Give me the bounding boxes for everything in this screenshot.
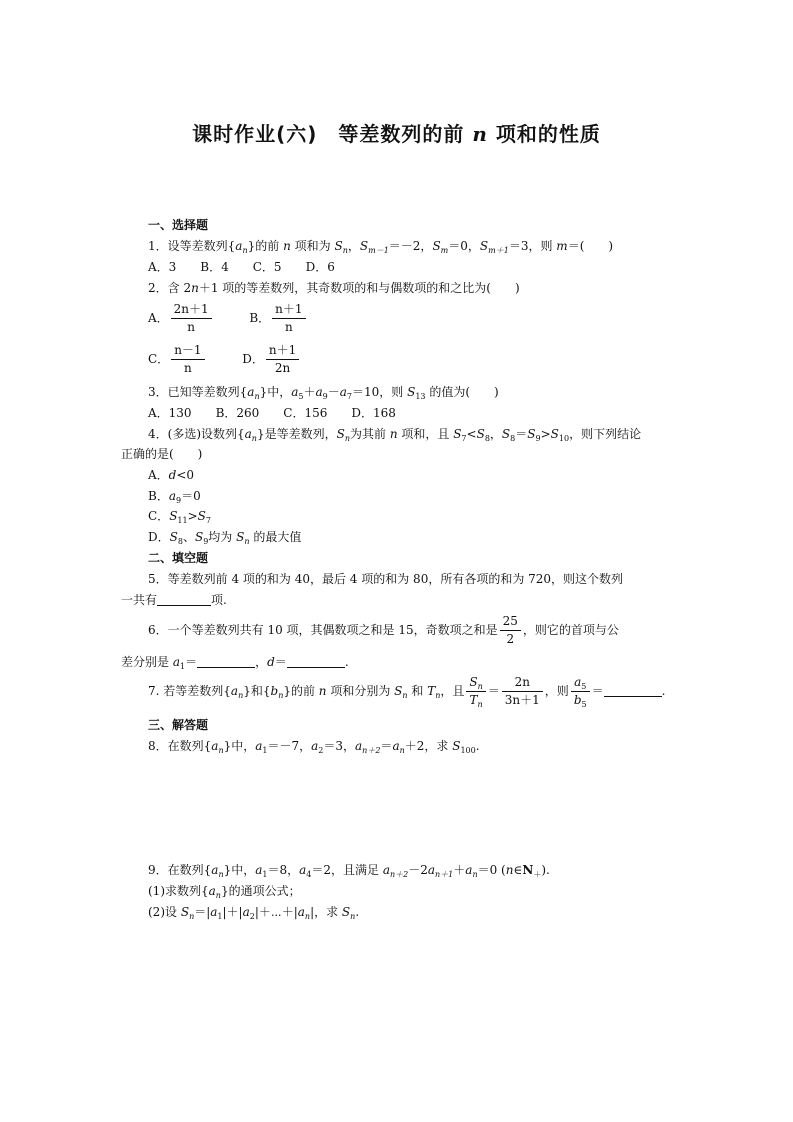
question-3-options: A．130 B．260 C．156 D．168: [148, 406, 396, 420]
question-3: 3．已知等差数列$\{a_n\}$中，$a_5+a_9-a_7=10$，则 $S_{13}$ 的值为( ): [148, 385, 499, 401]
page-title: 课时作业(六) 等差数列的前 n 项和的性质: [192, 122, 601, 146]
option-d: D． $\frac{n+1}{2n}$: [242, 341, 301, 377]
section-heading-choice: 一、选择题: [148, 218, 209, 232]
option-a: A． $\frac{2n+1}{n}$: [148, 300, 214, 336]
question-4-option-a: A．d<0: [148, 468, 195, 482]
question-4-line2: 正确的是( ): [121, 447, 203, 461]
question-1-options: A．3 B．4 C．5 D．6: [148, 260, 335, 274]
answer-blank[interactable]: [157, 593, 211, 606]
question-1: 1．设等差数列$\{a_n\}$的前 n 项和为 $S_n$，$S_{m-1}=-2$，$S_m=0$，$S_{m+1}=3$，则 m＝( ): [148, 239, 614, 255]
answer-blank[interactable]: [604, 684, 662, 697]
question-4: 4．(多选)设数列$\{a_n\}$是等差数列，$S_n$为其前 n 项和，且 $S_7<S_8$，$S_8=S_9>S_{10}$，则下列结论: [148, 427, 642, 443]
answer-blank[interactable]: [197, 655, 255, 668]
answer-blank[interactable]: [287, 655, 345, 668]
question-2: 2．含 2n＋1 项的等差数列，其奇数项的和与偶数项的和之比为( ): [148, 281, 520, 295]
question-4-option-c: C．$S_{11}>S_7$: [148, 509, 211, 525]
section-heading-answer: 三、解答题: [148, 718, 209, 732]
question-9-part-2: (2)设 $S_n=|a_1|+|a_2|+\cdots+|a_n|$，求 $S_n$.: [148, 905, 360, 921]
question-7: 7. 若等差数列$\{a_n\}$和$\{b_n\}$的前 n 项和分别为 $S_n$ 和 $T_n$，且 $\frac{S_n}{T_n}$ ＝ $\frac{2n}{3n+1}$ ，则 $\frac{a_5}{b_5}$ ＝ .: [148, 675, 666, 709]
question-4-option-b: B．$a_9=0$: [148, 489, 201, 505]
question-8: 8．在数列$\{a_n\}$中，$a_1=-7$，$a_2=3$，$a_{n+2}=a_n+2$，求 $S_{100}$.: [148, 739, 480, 755]
question-6: 6．一个等差数列共有 10 项，其偶数项之和是 15，奇数项之和是 $\frac{25}{2}$ ，则它的首项与公: [148, 614, 619, 646]
question-9-part-1: (1)求数列$\{a_n\}$的通项公式；: [148, 884, 301, 900]
option-b: B． $\frac{n+1}{n}$: [249, 300, 307, 336]
question-5-line2: 一共有 项.: [121, 593, 227, 607]
question-5: 5．等差数列前 4 项的和为 40，最后 4 项的和为 80，所有各项的和为 720，则这个数列: [148, 572, 624, 586]
option-c: C． $\frac{n-1}{n}$: [148, 341, 207, 377]
question-2-options-ab: [148, 300, 308, 336]
question-4-option-d: D．$S_8$、$S_9$均为 $S_n$ 的最大值: [148, 530, 302, 546]
question-9: 9．在数列$\{a_n\}$中，$a_1=8$，$a_4=2$，且满足 $a_{n+2}-2a_{n+1}+a_n=0$ $(n\in N_+)$.: [148, 863, 550, 879]
question-6-line2: 差分别是 $a_1=$ ，d＝ .: [121, 655, 349, 671]
question-2-options-cd: [148, 341, 301, 377]
section-heading-fill: 二、填空题: [148, 551, 209, 565]
